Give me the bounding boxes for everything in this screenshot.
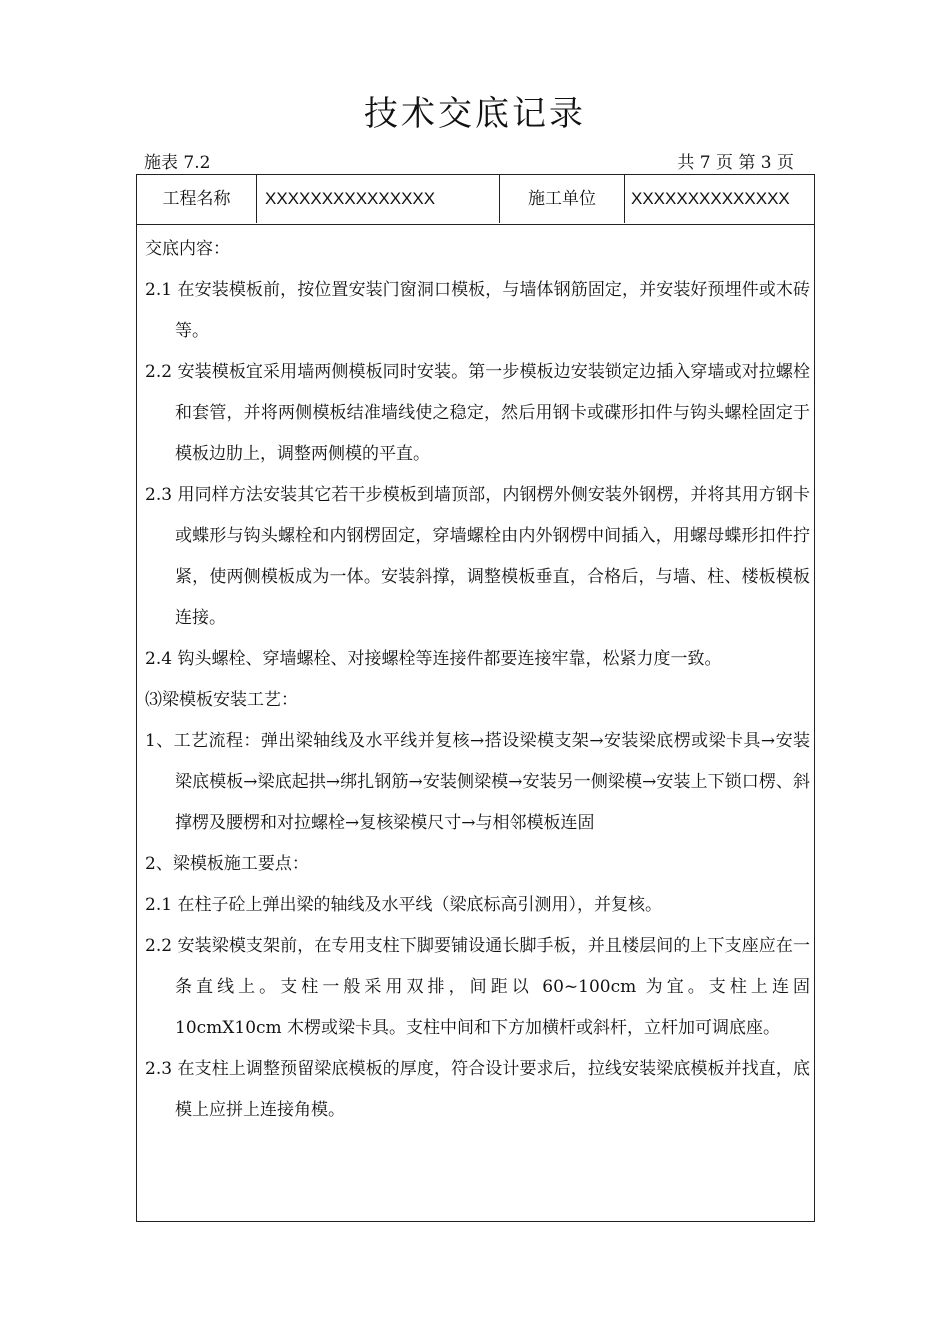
- page-info: 共 7 页 第 3 页: [677, 153, 794, 173]
- paragraph-key-2-1: 2.1 在柱子砼上弹出梁的轴线及水平线（梁底标高引测用），并复核。: [145, 895, 662, 915]
- project-name-value: XXXXXXXXXXXXXXX: [257, 175, 500, 223]
- section-key-points: 2、梁模板施工要点：: [145, 854, 309, 874]
- form-code: 施表 7.2: [144, 153, 211, 173]
- content-heading: 交底内容：: [145, 239, 230, 259]
- document-title: 技术交底记录: [364, 94, 586, 134]
- section-beam-formwork: ⑶梁模板安装工艺：: [145, 690, 298, 710]
- construction-unit-value: XXXXXXXXXXXXXX: [631, 189, 790, 208]
- paragraph-2-3: 2.3 用同样方法安装其它若干步模板到墙顶部，内钢楞外侧安装外钢楞，并将其用方钢卡或蝶形与钩头螺栓和内钢楞固定，穿墙螺栓由内外钢楞中间插入，用螺母蝶形扣件拧紧，使两侧模板成为一体。安装斜撑，调整模板垂直，合格后，与墙、柱、楼板模板连接。: [145, 485, 810, 628]
- project-name-label: 工程名称: [137, 175, 257, 223]
- paragraph-2-2: 2.2 安装模板宜采用墙两侧模板同时安装。第一步模板边安装锁定边插入穿墙或对拉螺栓和套管，并将两侧模板结准墙线使之稳定，然后用钢卡或碟形扣件与钩头螺栓固定于模板边肋上，调整两侧模的平直。: [145, 362, 810, 464]
- header-row: [137, 175, 814, 225]
- paragraph-key-2-2: 2.2 安装梁模支架前，在专用支柱下脚要铺设通长脚手板，并且楼层间的上下支座应在一条直线上。支柱一般采用双排，间距以 60~100cm 为宜。支柱上连固 10cmX10cm 木楞或梁卡具。支柱中间和下方加横杆或斜杆，立杆加可调底座。: [145, 936, 810, 1038]
- record-table: [136, 174, 815, 1222]
- construction-unit-label: 施工单位: [500, 175, 625, 223]
- disclosure-content: [145, 229, 810, 1131]
- paragraph-key-2-3: 2.3 在支柱上调整预留梁底模板的厚度，符合设计要求后，拉线安装梁底模板并找直，底模上应拼上连接角模。: [145, 1059, 810, 1120]
- paragraph-2-1: 2.1 在安装模板前，按位置安装门窗洞口模板，与墙体钢筋固定，并安装好预埋件或木砖等。: [145, 280, 810, 341]
- paragraph-2-4: 2.4 钩头螺栓、穿墙螺栓、对接螺栓等连接件都要连接牢靠，松紧力度一致。: [145, 649, 722, 669]
- paragraph-process-flow: 1、工艺流程：弹出梁轴线及水平线并复核→搭设梁模支架→安装梁底楞或梁卡具→安装梁底模板→梁底起拱→绑扎钢筋→安装侧梁模→安装另一侧梁模→安装上下锁口楞、斜撑楞及腰楞和对拉螺栓→复核梁模尺寸→与相邻模板连固: [145, 731, 810, 833]
